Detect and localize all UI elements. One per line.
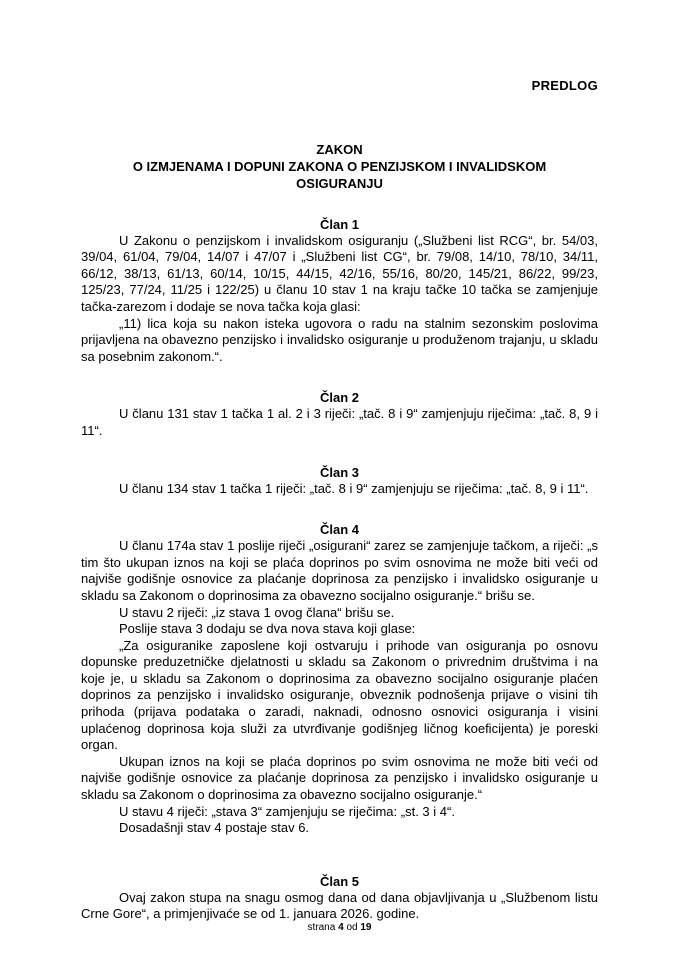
article-paragraph: Ukupan iznos na koji se plaća doprinos po svim osnovima ne može biti veći od najviše godišnje osnovice za plaćanje doprinosa za penzijsko i invalidsko osiguranje u skladu sa Zakonom o doprinosima za obavezno socijalno osiguranje.“	[81, 753, 598, 803]
article-paragraph: „11) lica koja su nakon isteka ugovora o radu na stalnim sezonskim poslovima prijavljena na obavezno penzijsko i invalidsko osiguranje u produženom trajanju, u skladu sa posebnim zakonom.“.	[81, 315, 598, 364]
title-line-1: ZAKON	[316, 141, 363, 157]
article-heading: Član 1	[319, 216, 359, 232]
document-label-predlog: PREDLOG	[531, 78, 598, 93]
article-heading: Član 3	[319, 464, 359, 480]
article-paragraph: U stavu 4 riječi: „stava 3“ zamjenjuju se riječima: „st. 3 i 4“.	[119, 803, 455, 819]
article-4	[81, 521, 598, 837]
article-heading: Član 4	[319, 522, 359, 538]
article-5	[81, 873, 598, 923]
article-paragraph: Ovaj zakon stupa na snagu osmog dana od dana objavljivanja u „Službenom listu Crne Gore“, a primjenjivaće se od 1. januara 2026. godine.	[81, 889, 598, 922]
article-3	[81, 464, 598, 498]
footer-prefix: strana	[307, 922, 336, 933]
article-heading: Član 2	[319, 390, 359, 406]
article-paragraph: U Zakonu o penzijskom i invalidskom osiguranju („Službeni list RCG“, br. 54/03, 39/04, 61/04, 79/04, 14/07 i 47/07 i „Službeni list CG“, br. 79/08, 14/10, 78/10, 34/11, 66/12, 38/13, 61/13, 60/14, 10/15, 44/15, 42/16, 55/16, 80/20, 145/21, 86/22, 99/23, 125/23, 77/24, 11/25 i 122/25) u članu 10 stav 1 na kraju tačke 10 tačka se zamjenjuje tačka-zarezom i dodaje se nova tačka koja glasi:	[81, 232, 598, 314]
article-paragraph: Dosadašnji stav 4 postaje stav 6.	[119, 820, 310, 836]
article-paragraph: U članu 174a stav 1 poslije riječi „osigurani“ zarez se zamjenjuje tačkom, a riječi: „s tim što ukupan iznos na koji se plaća doprinos po svim osnovima ne može biti veći od najviše godišnje osnovice za plaćanje doprinosa za penzijsko i invalidsko osiguranje u skladu sa Zakonom o doprinosima za obavezno socijalno osiguranje.“ brišu se.	[81, 538, 598, 603]
footer-page-number: 4	[338, 922, 344, 933]
document-title	[81, 141, 598, 192]
title-line-3: OSIGURANJU	[296, 175, 383, 191]
article-2	[81, 389, 598, 439]
article-heading: Član 5	[319, 873, 359, 889]
footer-total-pages: 19	[360, 922, 372, 933]
page-footer	[0, 922, 679, 934]
article-paragraph: U članu 131 stav 1 tačka 1 al. 2 i 3 riječi: „tač. 8 i 9“ zamjenjuju riječima: „tač. 8, 9 i 11“.	[81, 406, 598, 438]
article-paragraph: Poslije stava 3 dodaju se dva nova stava koji glase:	[119, 621, 416, 637]
footer-separator: od	[346, 922, 358, 933]
article-paragraph: „Za osiguranike zaposlene koji ostvaruju i prihode van osiguranja po osnovu dopunske preduzetničke djelatnosti u skladu sa Zakonom o privrednim društvima i na koje je, u skladu sa Zakonom o doprinosima za obavezno socijalno osiguranje plaćen doprinos za penzijsko i invalidsko osiguranje, obveznik podnošenja prijave o visini tih prihoda (prijava podataka o zaradi, naknadi, odnosno osnovici osiguranja i visini uplaćenog doprinosa koja služi za utvrđivanje godišnjeg ličnog koeficijenta) je poreski organ.	[81, 637, 598, 753]
article-paragraph: U stavu 2 riječi: „iz stava 1 ovog člana“ brišu se.	[119, 604, 395, 620]
article-1	[81, 216, 598, 366]
title-line-2: O IZMJENAMA I DOPUNI ZAKONA O PENZIJSKOM I INVALIDSKOM	[132, 158, 547, 174]
article-paragraph: U članu 134 stav 1 tačka 1 riječi: „tač. 8 i 9“ zamjenjuju se riječima: „tač. 8, 9 i 11“.	[119, 480, 589, 496]
